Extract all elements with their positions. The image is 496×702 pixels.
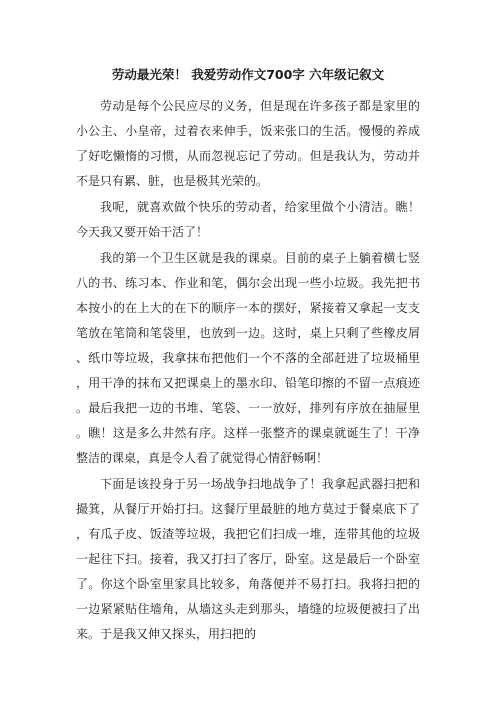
paragraph-4: 下面是该投身于另一场战争扫地战争了！我拿起武器扫把和撮箕，从餐厅开始打扫。这餐厅里最脏的地方莫过于餐桌底下了，有瓜子皮、饭渣等垃圾，我把它们扫成一堆，连带其他的垃圾一起往下扫。接着，我又打扫了客厅，卧室。这是最后一个卧室了。你这个卧室里家具比较多，角落便并不易打扫。我将扫把的一边紧紧贴住墙角，从墙这头走到那头，墙缝的垃圾便被扫了出来。于是我又伸又探头，用扫把的 <box>76 477 420 641</box>
paragraph-2: 我呢，就喜欢做个快乐的劳动者，给家里做个小清洁。瞧！今天我又要开始干活了！ <box>76 200 420 239</box>
paragraph-3: 我的第一个卫生区就是我的课桌。目前的桌子上躺着横七竖八的书、练习本、作业和笔，偶尔会出现一些小垃圾。我先把书本按小的在上大的在下的顺序一本的摆好，紧接着又拿起一支支笔放在笔筒和笔袋里，也放到一边。这时，桌上只剩了些橡皮屑、纸巾等垃圾，我拿抹布把他们一个不落的全部赶进了垃圾桶里，用干净的抹布又把课桌上的墨水印、铅笔印擦的不留一点痕迹。最后我把一边的书堆、笔袋、一一放好，排列有序放在抽屉里。瞧！这是多么井然有序。这样一张整齐的课桌就诞生了！干净整洁的课桌，真是令人看了就觉得心情舒畅啊！ <box>76 251 420 465</box>
paragraph-1: 劳动是每个公民应尽的义务，但是现在许多孩子都是家里的小公主、小皇帝，过着衣来伸手，饭来张口的生活。慢慢的养成了好吃懒惰的习惯，从而忽视忘记了劳动。但是我认为，劳动并不是只有累、脏，也是极其光荣的。 <box>76 99 420 188</box>
document-title: 劳动最光荣！ 我爱劳动作文700字 六年级记叙文 <box>111 67 385 82</box>
